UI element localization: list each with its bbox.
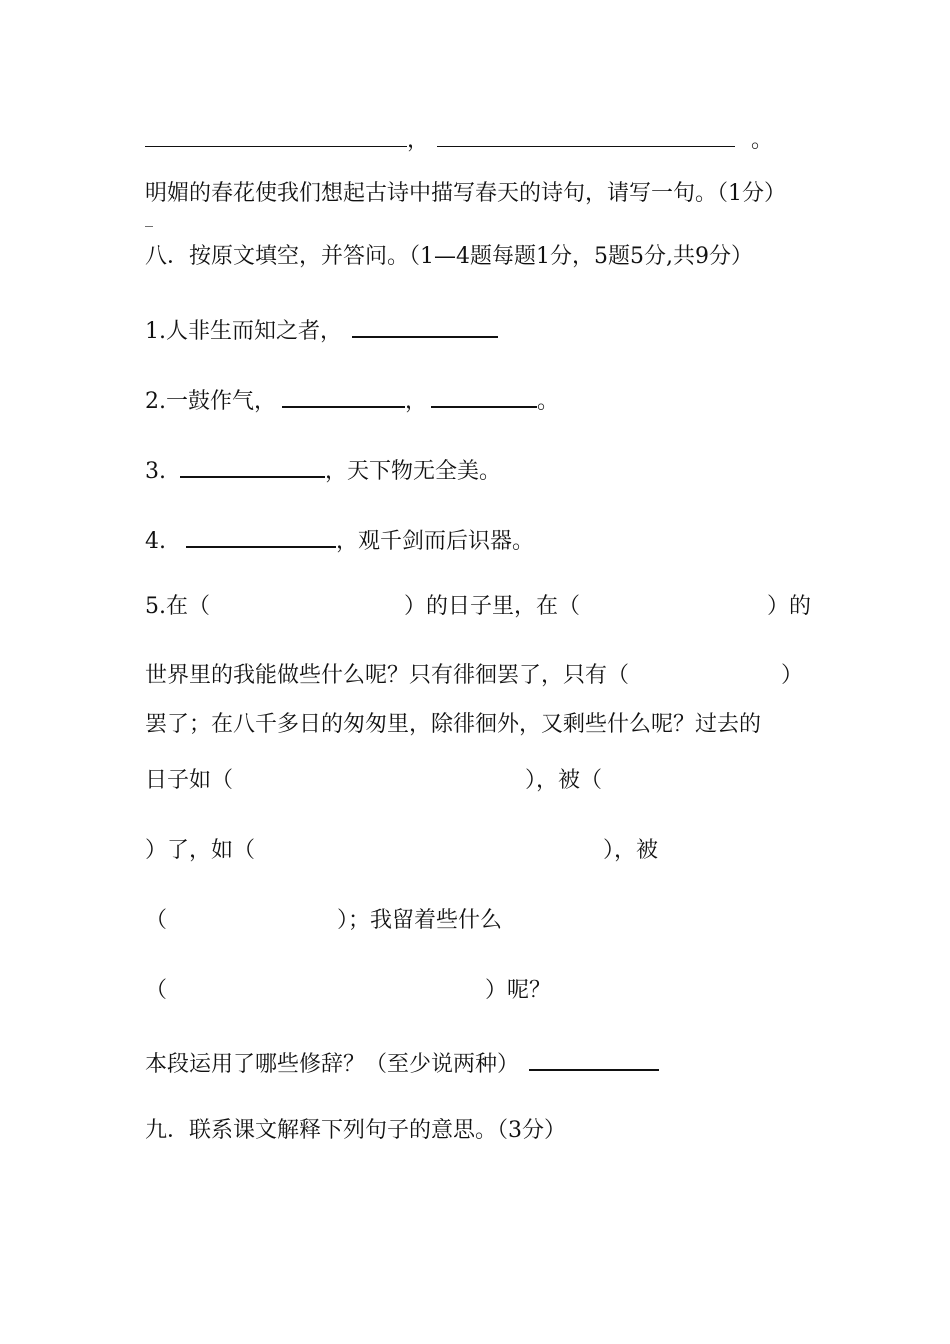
passage-line-2 xyxy=(145,711,761,739)
underscore: _ xyxy=(145,208,153,227)
question-1-text: 1.人非生而知之者， xyxy=(145,319,342,344)
q5-text-b: ）的日子里，在（ xyxy=(404,594,581,619)
answer-blank[interactable] xyxy=(145,124,407,147)
passage-text: ） xyxy=(781,663,804,688)
comma: ， xyxy=(407,128,430,153)
spring-poem-question xyxy=(145,180,786,208)
section-8-title: 八．按原文填空，并答问。（1—4题每题1分，5题5分,共9分） xyxy=(145,244,753,269)
period: 。 xyxy=(537,389,560,414)
passage-text: ）了，如（ xyxy=(145,838,256,863)
answer-blank[interactable] xyxy=(282,384,405,408)
question-text: 明媚的春花使我们想起古诗中描写春天的诗句，请写一句。（1分） xyxy=(145,181,786,206)
answer-blank[interactable] xyxy=(529,1047,659,1071)
question-3-number: 3. xyxy=(145,459,166,484)
answer-blank[interactable] xyxy=(437,124,735,147)
answer-blank[interactable] xyxy=(431,384,537,408)
question-2 xyxy=(145,384,559,416)
passage-text: ）；我留着些什么 xyxy=(337,908,503,933)
passage-text: 罢了；在八千多日的匆匆里，除徘徊外，又剩些什么呢？过去的 xyxy=(145,712,762,737)
period: 。 xyxy=(751,128,774,153)
passage-text: ），被 xyxy=(603,838,659,863)
question-4-text: ，观千剑而后识器。 xyxy=(336,529,535,554)
answer-blank[interactable] xyxy=(186,524,336,548)
question-1 xyxy=(145,314,498,346)
question-4 xyxy=(145,524,534,556)
answer-blank[interactable] xyxy=(352,314,498,338)
q5-text-c: ）的 xyxy=(767,594,812,619)
underscore-mark xyxy=(145,208,153,228)
question-3-text: ，天下物无全美。 xyxy=(325,459,502,484)
comma: ， xyxy=(405,389,428,414)
passage-text: （ xyxy=(145,908,168,933)
blank-line-1 xyxy=(145,124,773,155)
passage-text: ），被（ xyxy=(525,768,603,793)
rhetoric-question xyxy=(145,1047,659,1079)
passage-text: 世界里的我能做些什么呢？只有徘徊罢了，只有（ xyxy=(145,663,630,688)
section-9-heading xyxy=(145,1117,566,1145)
question-4-number: 4. xyxy=(145,529,166,554)
q5-text-a: 5.在（ xyxy=(145,594,210,619)
section-9-title: 九．联系课文解释下列句子的意思。（3分） xyxy=(145,1118,566,1143)
rhetoric-text: 本段运用了哪些修辞？（至少说两种） xyxy=(145,1052,520,1077)
passage-text: ）呢？ xyxy=(485,978,552,1003)
question-2-text: 2.一鼓作气， xyxy=(145,389,276,414)
passage-text: 日子如（ xyxy=(145,768,234,793)
section-8-heading xyxy=(145,243,753,271)
question-3 xyxy=(145,454,501,486)
passage-text: （ xyxy=(145,978,168,1003)
answer-blank[interactable] xyxy=(180,454,325,478)
